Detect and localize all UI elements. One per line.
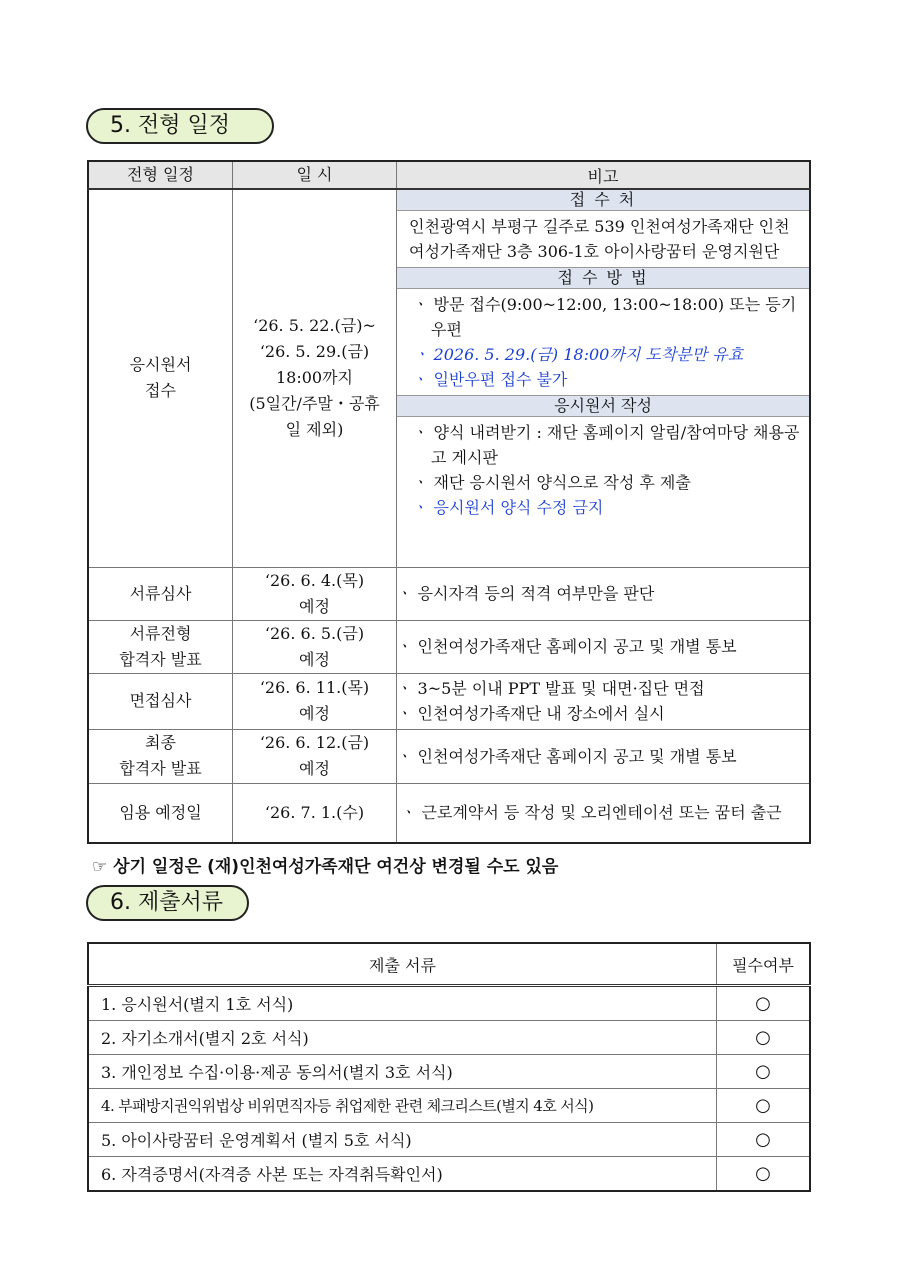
form-item-no-edit: ㆍ 응시원서 양식 수정 금지 <box>413 498 604 517</box>
row-date: ‘26. 6. 12.(금) 예정 <box>233 729 397 783</box>
date-line: ‘26. 5. 29.(금) <box>259 342 370 362</box>
document-row <box>88 986 810 1021</box>
row-date: ‘26. 6. 11.(목) 예정 <box>233 673 397 729</box>
application-date <box>233 189 397 567</box>
row-note: ㆍ 인천여성가족재단 홈페이지 공고 및 개별 통보 <box>397 729 811 783</box>
stage-line: 접수 <box>145 381 176 401</box>
method-item: ㆍ 방문 접수(9:00~12:00, 13:00~18:00) 또는 등기우편 <box>413 295 797 339</box>
header-note: 비고 <box>397 161 811 189</box>
schedule-row <box>88 729 810 783</box>
row-note: ㆍ 3~5분 이내 PPT 발표 및 대면·집단 면접 ㆍ 인천여성가족재단 내 장소에서 실시 <box>397 673 811 729</box>
application-row <box>88 189 810 567</box>
row-stage: 서류심사 <box>88 567 233 620</box>
application-note <box>397 189 811 567</box>
required-mark: ○ <box>717 1089 811 1123</box>
method-item-deadline: ㆍ 2026. 5. 29.(금) 18:00까지 도착분만 유효 <box>413 345 744 364</box>
date-line: 18:00까지 <box>275 368 354 388</box>
date-line: ‘26. 5. 22.(금)~ <box>253 316 376 336</box>
schedule-row <box>88 567 810 620</box>
date-line: (5일간/주말・공휴 <box>249 394 380 414</box>
row-stage: 면접심사 <box>88 673 233 729</box>
place-text: 인천광역시 부평구 길주로 539 인천여성가족재단 인천여성가족재단 3층 306-1호 아이사랑꿈터 운영지원단 <box>409 217 790 261</box>
form-item: ㆍ 양식 내려받기 : 재단 홈페이지 알림/참여마당 채용공고 게시판 <box>413 423 800 467</box>
section-6-title: 6. 제출서류 <box>86 885 249 921</box>
row-stage: 임용 예정일 <box>88 783 233 843</box>
schedule-row <box>88 783 810 843</box>
document-name: 4. 부패방지권익위법상 비위면직자등 취업제한 관련 체크리스트(별지 4호 서식) <box>88 1089 717 1123</box>
method-subheading: 접 수 방 법 <box>397 267 809 289</box>
required-mark: ○ <box>717 1157 811 1192</box>
schedule-row <box>88 620 810 673</box>
required-mark: ○ <box>717 986 811 1021</box>
method-item-no-mail: ㆍ 일반우편 접수 불가 <box>413 370 568 389</box>
schedule-header-row <box>88 161 810 189</box>
document-name: 3. 개인정보 수집·이용·제공 동의서(별지 3호 서식) <box>88 1055 717 1089</box>
document-name: 6. 자격증명서(자격증 사본 또는 자격취득확인서) <box>88 1157 717 1192</box>
form-list <box>397 417 809 523</box>
required-mark: ○ <box>717 1021 811 1055</box>
stage-line: 응시원서 <box>129 355 192 375</box>
section-5-title: 5. 전형 일정 <box>86 108 274 144</box>
row-stage: 최종 합격자 발표 <box>88 729 233 783</box>
document-row <box>88 1089 810 1123</box>
document-row <box>88 1021 810 1055</box>
form-item: ㆍ 재단 응시원서 양식으로 작성 후 제출 <box>413 473 691 492</box>
document-name: 5. 아이사랑꿈터 운영계획서 (별지 5호 서식) <box>88 1123 717 1157</box>
document-name: 1. 응시원서(별지 1호 서식) <box>88 986 717 1021</box>
header-date: 일 시 <box>233 161 397 189</box>
schedule-row <box>88 673 810 729</box>
application-stage <box>88 189 233 567</box>
header-stage: 전형 일정 <box>88 161 233 189</box>
required-mark: ○ <box>717 1055 811 1089</box>
schedule-notice: ☞ 상기 일정은 (재)인천여성가족재단 여건상 변경될 수도 있음 <box>92 857 559 877</box>
method-list <box>397 289 809 395</box>
row-date: ‘26. 7. 1.(수) <box>233 783 397 843</box>
documents-header-row <box>88 943 810 986</box>
row-note: ㆍ 근로계약서 등 작성 및 오리엔테이션 또는 꿈터 출근 <box>397 783 811 843</box>
row-note: ㆍ 응시자격 등의 적격 여부만을 판단 <box>397 567 811 620</box>
document-row <box>88 1123 810 1157</box>
header-document: 제출 서류 <box>88 943 717 986</box>
documents-table <box>87 942 811 1192</box>
place-subheading: 접 수 처 <box>397 190 809 211</box>
date-line: 일 제외) <box>285 420 344 440</box>
row-date: ‘26. 6. 5.(금) 예정 <box>233 620 397 673</box>
row-note: ㆍ 인천여성가족재단 홈페이지 공고 및 개별 통보 <box>397 620 811 673</box>
document-row <box>88 1157 810 1192</box>
document-row <box>88 1055 810 1089</box>
row-date: ‘26. 6. 4.(목) 예정 <box>233 567 397 620</box>
required-mark: ○ <box>717 1123 811 1157</box>
header-required: 필수여부 <box>717 943 811 986</box>
schedule-table <box>87 160 811 844</box>
document-name: 2. 자기소개서(별지 2호 서식) <box>88 1021 717 1055</box>
form-subheading: 응시원서 작성 <box>397 395 809 417</box>
row-stage: 서류전형 합격자 발표 <box>88 620 233 673</box>
